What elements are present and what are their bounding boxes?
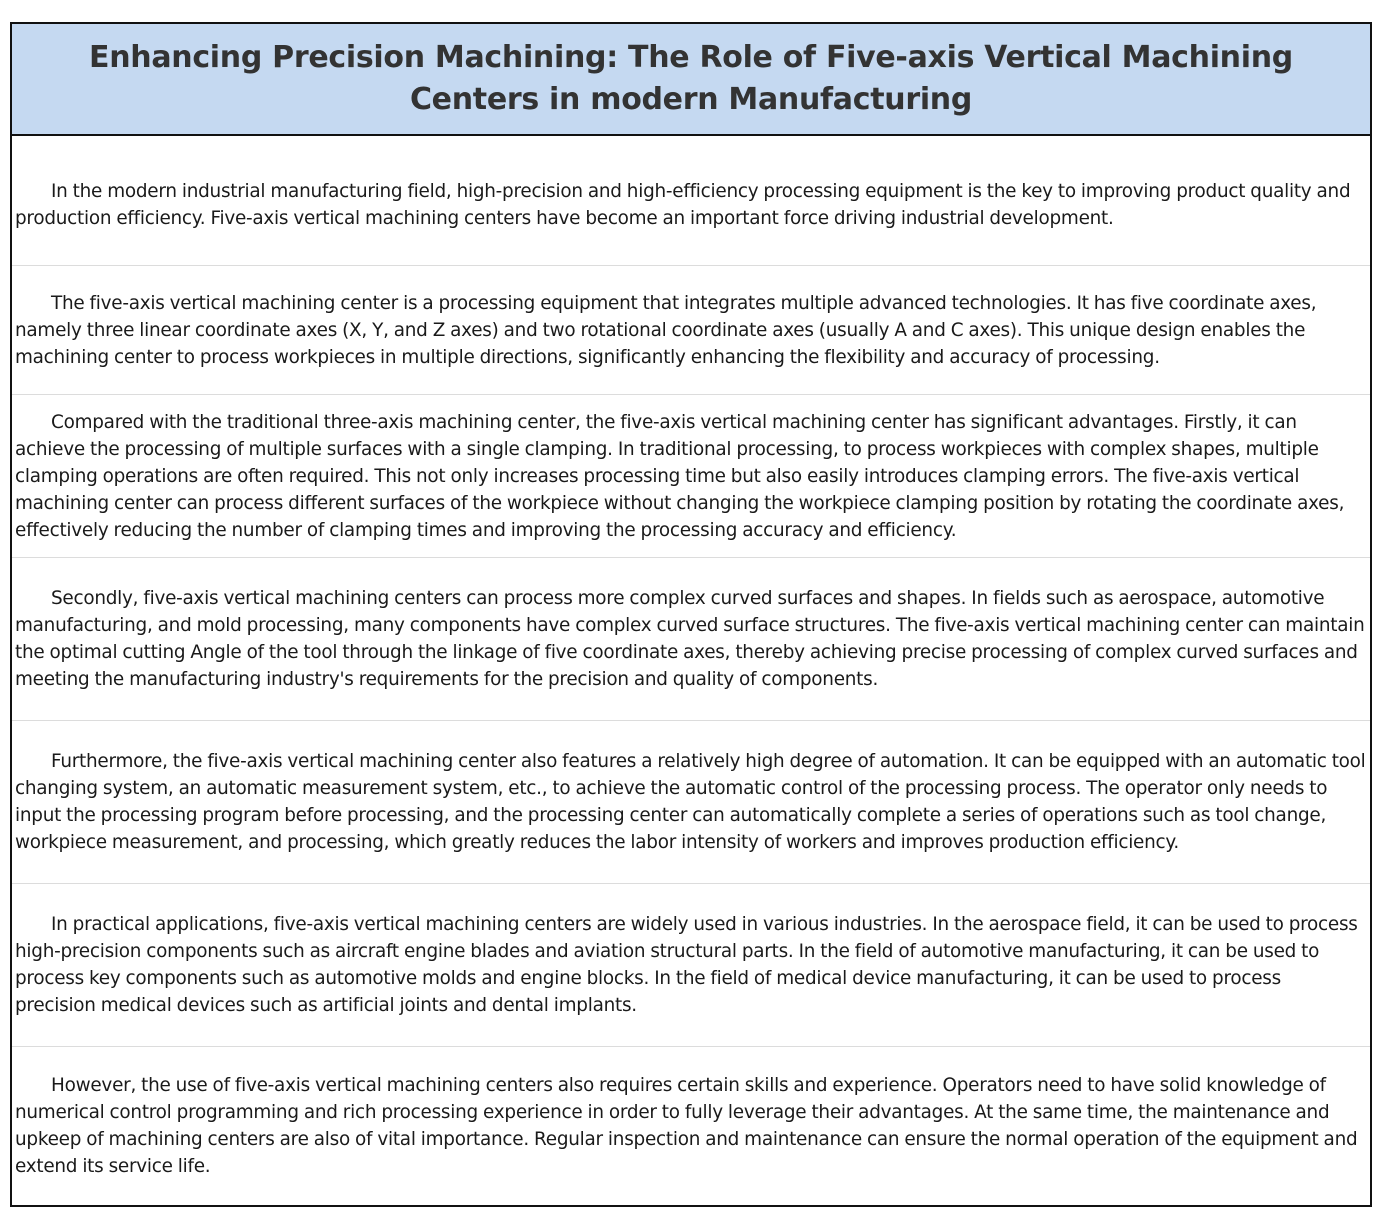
paragraph-row <box>12 395 1370 558</box>
paragraph-skills: However, the use of five-axis vertical machining centers also requires certain skills and experience. Operators need to have solid knowledge of numerical control programming and rich processing experience in order to fully leverage their advantages. At the same time, the maintenance and upkeep of machining centers are also of vital importance. Regular inspection and maintenance can ensure the normal operation of the equipment and extend its service life. <box>15 1075 1358 1177</box>
document-table <box>10 22 1372 1207</box>
paragraph-row <box>12 266 1370 395</box>
paragraph-row <box>12 1047 1370 1205</box>
paragraph-row <box>12 558 1370 721</box>
paragraph-automation: Furthermore, the five-axis vertical machining center also features a relatively high degree of automation. It can be equipped with an automatic tool changing system, an automatic measurement system, etc., to achieve the automatic control of the processing process. The operator only needs to input the processing program before processing, and the processing center can automatically complete a series of operations such as tool change, workpiece measurement, and processing, which greatly reduces the labor intensity of workers and improves production efficiency. <box>15 751 1366 853</box>
paragraph-row <box>12 721 1370 884</box>
title-header <box>12 24 1370 136</box>
paragraph-applications: In practical applications, five-axis vertical machining centers are widely used in various industries. In the aerospace field, it can be used to process high-precision components such as aircraft engine blades and aviation structural parts. In the field of automotive manufacturing, it can be used to process key components such as automotive molds and engine blocks. In the field of medical device manufacturing, it can be used to process precision medical devices such as artificial joints and dental implants. <box>15 914 1358 1016</box>
paragraph-definition: The five-axis vertical machining center is a processing equipment that integrates multiple advanced technologies. It has five coordinate axes, namely three linear coordinate axes (X, Y, and Z axes) and two rotational coordinate axes (usually A and C axes). This unique design enables the machining center to process workpieces in multiple directions, significantly enhancing the flexibility and accuracy of processing. <box>15 292 1317 368</box>
page-title: Enhancing Precision Machining: The Role of Five-axis Vertical Machining Centers in modern Manufacturing <box>89 40 1293 117</box>
paragraph-row <box>12 884 1370 1047</box>
paragraph-intro: In the modern industrial manufacturing field, high-precision and high-efficiency processing equipment is the key to improving product quality and production efficiency. Five-axis vertical machining centers have become an important force driving industrial development. <box>15 180 1351 229</box>
paragraph-row <box>12 136 1370 266</box>
paragraph-advantages: Compared with the traditional three-axis machining center, the five-axis vertical machining center has significant advantages. Firstly, it can achieve the processing of multiple surfaces with a single clamping. In traditional processing, to process workpieces with complex shapes, multiple clamping operations are often required. This not only increases processing time but also easily introduces clamping errors. The five-axis vertical machining center can process different surfaces of the workpiece without changing the workpiece clamping position by rotating the coordinate axes, effectively reducing the number of clamping times and improving the processing accuracy and efficiency. <box>15 411 1345 541</box>
paragraph-curved-surfaces: Secondly, five-axis vertical machining centers can process more complex curved surfaces and shapes. In fields such as aerospace, automotive manufacturing, and mold processing, many components have complex curved surface structures. The five-axis vertical machining center can maintain the optimal cutting Angle of the tool through the linkage of five coordinate axes, thereby achieving precise processing of complex curved surfaces and meeting the manufacturing industry's requirements for the precision and quality of components. <box>15 588 1365 690</box>
